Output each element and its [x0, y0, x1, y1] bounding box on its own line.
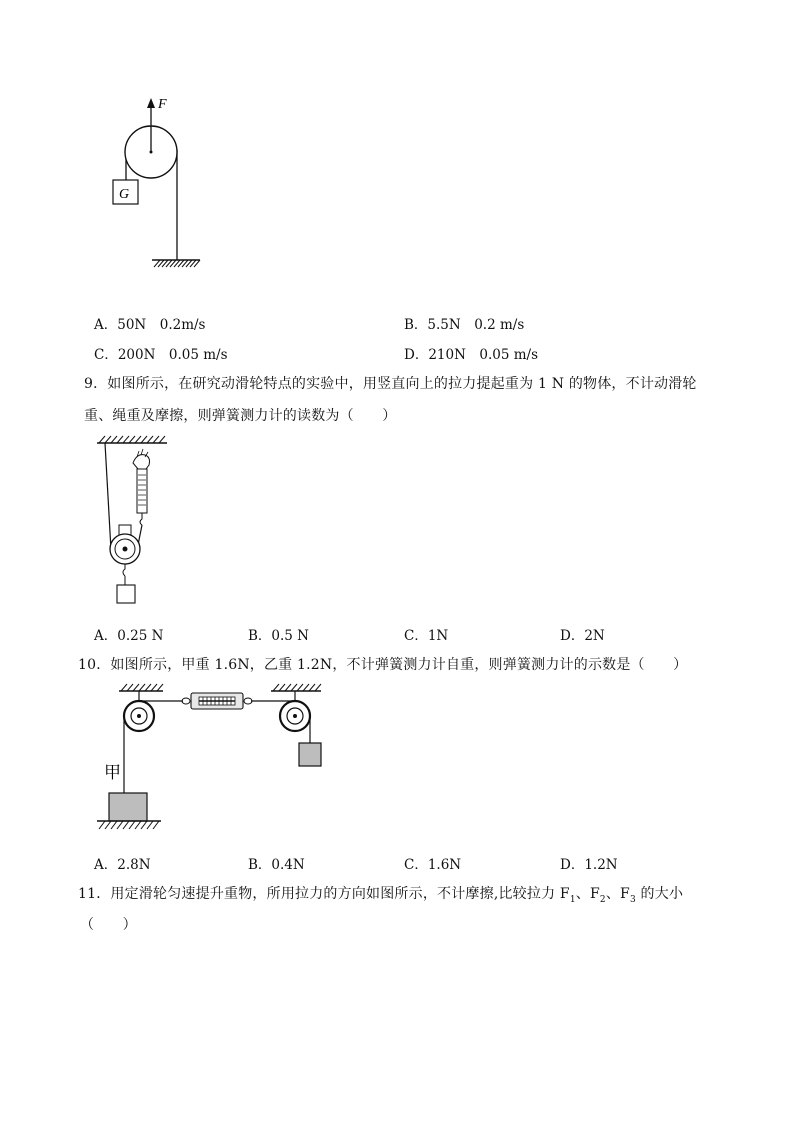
q9-option-d: D．2N [560, 628, 605, 644]
q10-option-b: B．0.4N [248, 857, 305, 873]
figure-q10-spring-scale [95, 683, 335, 838]
q11-text-suffix: 的大小 [635, 886, 684, 902]
q11-sep1: 、 [575, 886, 590, 902]
q10-option-c: C．1.6N [404, 857, 462, 873]
q11-f1-sub: 1 [569, 894, 576, 905]
figure-q8-pulley [100, 90, 240, 275]
q11-f3-sub: 3 [629, 894, 636, 905]
q11-f2-sub: 2 [599, 894, 606, 905]
q10-option-d: D．1.2N [560, 857, 618, 873]
weight-g-label: G [119, 187, 130, 202]
q8-option-b: B．5.5N 0.2 m/s [404, 317, 525, 333]
force-f-label: F [158, 97, 167, 112]
figure-q9-movable-pulley [95, 435, 185, 610]
q9-option-a: A．0.25 N [94, 628, 164, 644]
q10-option-a: A．2.8N [94, 857, 151, 873]
q9-option-b: B．0.5 N [248, 628, 309, 644]
q11-text-prefix: 11．用定滑轮匀速提升重物，所用拉力的方向如图所示，不计摩擦,比较拉力 [78, 886, 560, 902]
q9-text-line1: 9．如图所示，在研究动滑轮特点的实验中，用竖直向上的拉力提起重为 1 N 的物体，不计动滑轮 [84, 376, 697, 392]
q8-option-a: A．50N 0.2m/s [94, 317, 206, 333]
q8-option-c: C．200N 0.05 m/s [94, 347, 228, 363]
q11-text-line1 [78, 883, 683, 905]
q11-f3: F [620, 886, 630, 902]
q11-text-line2: （ ） [80, 917, 137, 933]
q8-option-d: D．210N 0.05 m/s [404, 347, 539, 363]
q10-text: 10．如图所示，甲重 1.6N，乙重 1.2N，不计弹簧测力计自重，则弹簧测力计的示数是（ ） [78, 657, 688, 673]
q11-sep2: 、 [605, 886, 621, 902]
label-jia: 甲 [104, 763, 121, 782]
q9-option-c: C．1N [404, 628, 449, 644]
q11-f1: F [559, 886, 570, 902]
q11-f2: F [589, 886, 600, 902]
q9-text-line2: 重、绳重及摩擦，则弹簧测力计的读数为（ ） [84, 408, 397, 424]
